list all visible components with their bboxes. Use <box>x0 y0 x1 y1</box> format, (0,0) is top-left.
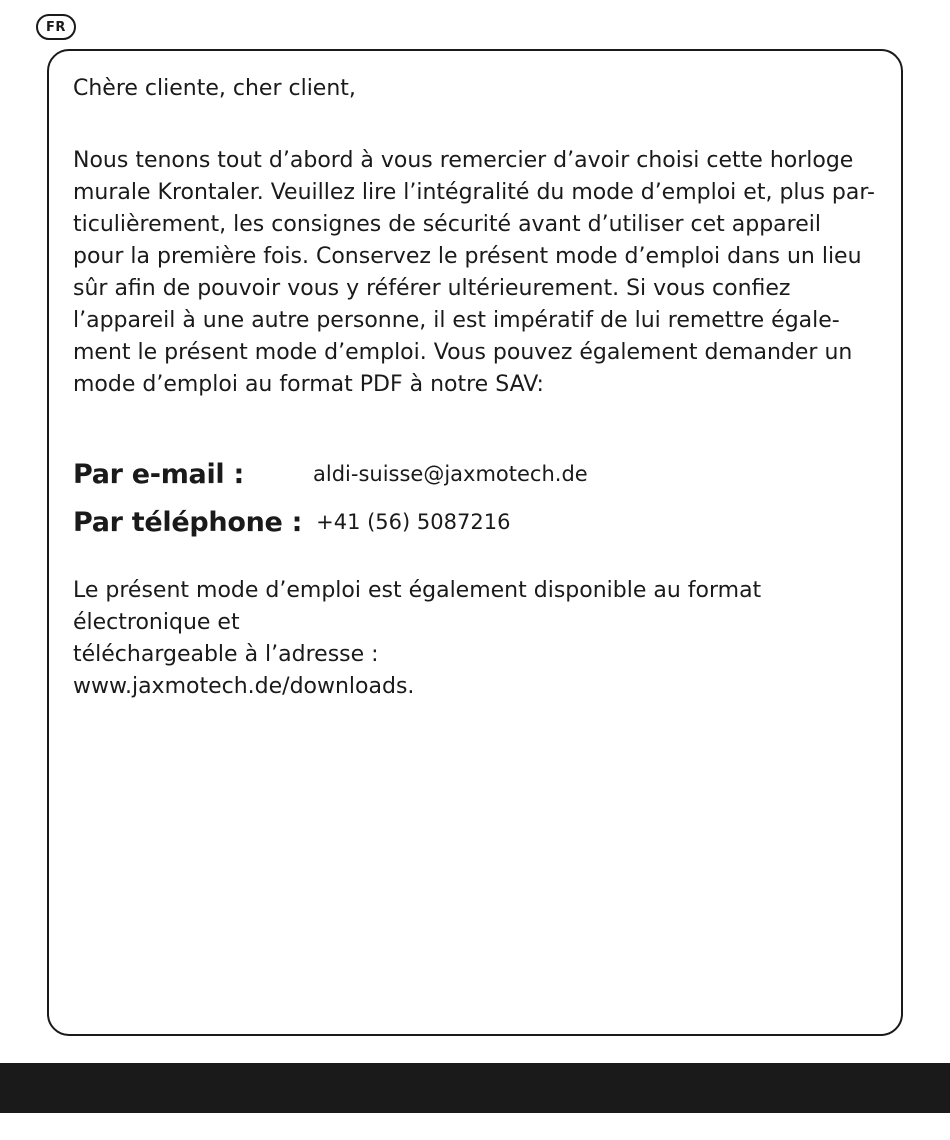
download-line: électronique et <box>73 610 240 635</box>
phone-link[interactable]: +41 (56) 5087216 <box>316 510 511 534</box>
intro-line: l’appareil à une autre personne, il est impératif de lui remettre égale- <box>73 308 840 333</box>
download-line: téléchargeable à l’adresse : <box>73 642 379 667</box>
letter-body <box>73 73 883 401</box>
email-contact-row <box>73 454 873 494</box>
greeting: Chère cliente, cher client, <box>73 76 356 101</box>
intro-line: Nous tenons tout d’abord à vous remercier d’avoir choisi cette horloge <box>73 148 854 173</box>
phone-contact-row <box>73 502 873 542</box>
intro-line: sûr afin de pouvoir vous y référer ultérieurement. Si vous confiez <box>73 276 791 301</box>
download-paragraph <box>73 575 873 703</box>
phone-label: Par téléphone : <box>73 506 303 538</box>
intro-paragraph <box>73 145 883 401</box>
intro-line: mode d’emploi au format PDF à notre SAV: <box>73 372 544 397</box>
footer-bar <box>0 1063 950 1113</box>
language-code: FR <box>46 19 66 35</box>
language-badge <box>36 14 76 40</box>
email-label: Par e-mail : <box>73 458 244 490</box>
intro-line: ment le présent mode d’emploi. Vous pouvez également demander un <box>73 340 853 365</box>
intro-line: murale Krontaler. Veuillez lire l’intégralité du mode d’emploi et, plus par- <box>73 180 875 205</box>
download-url-link[interactable]: www.jaxmotech.de/downloads. <box>73 674 415 699</box>
intro-line: ticulièrement, les consignes de sécurité avant d’utiliser cet appareil <box>73 212 821 237</box>
email-link[interactable]: aldi-suisse@jaxmotech.de <box>313 462 588 486</box>
intro-line: pour la première fois. Conservez le présent mode d’emploi dans un lieu <box>73 244 862 269</box>
download-line: Le présent mode d’emploi est également disponible au format <box>73 578 762 603</box>
